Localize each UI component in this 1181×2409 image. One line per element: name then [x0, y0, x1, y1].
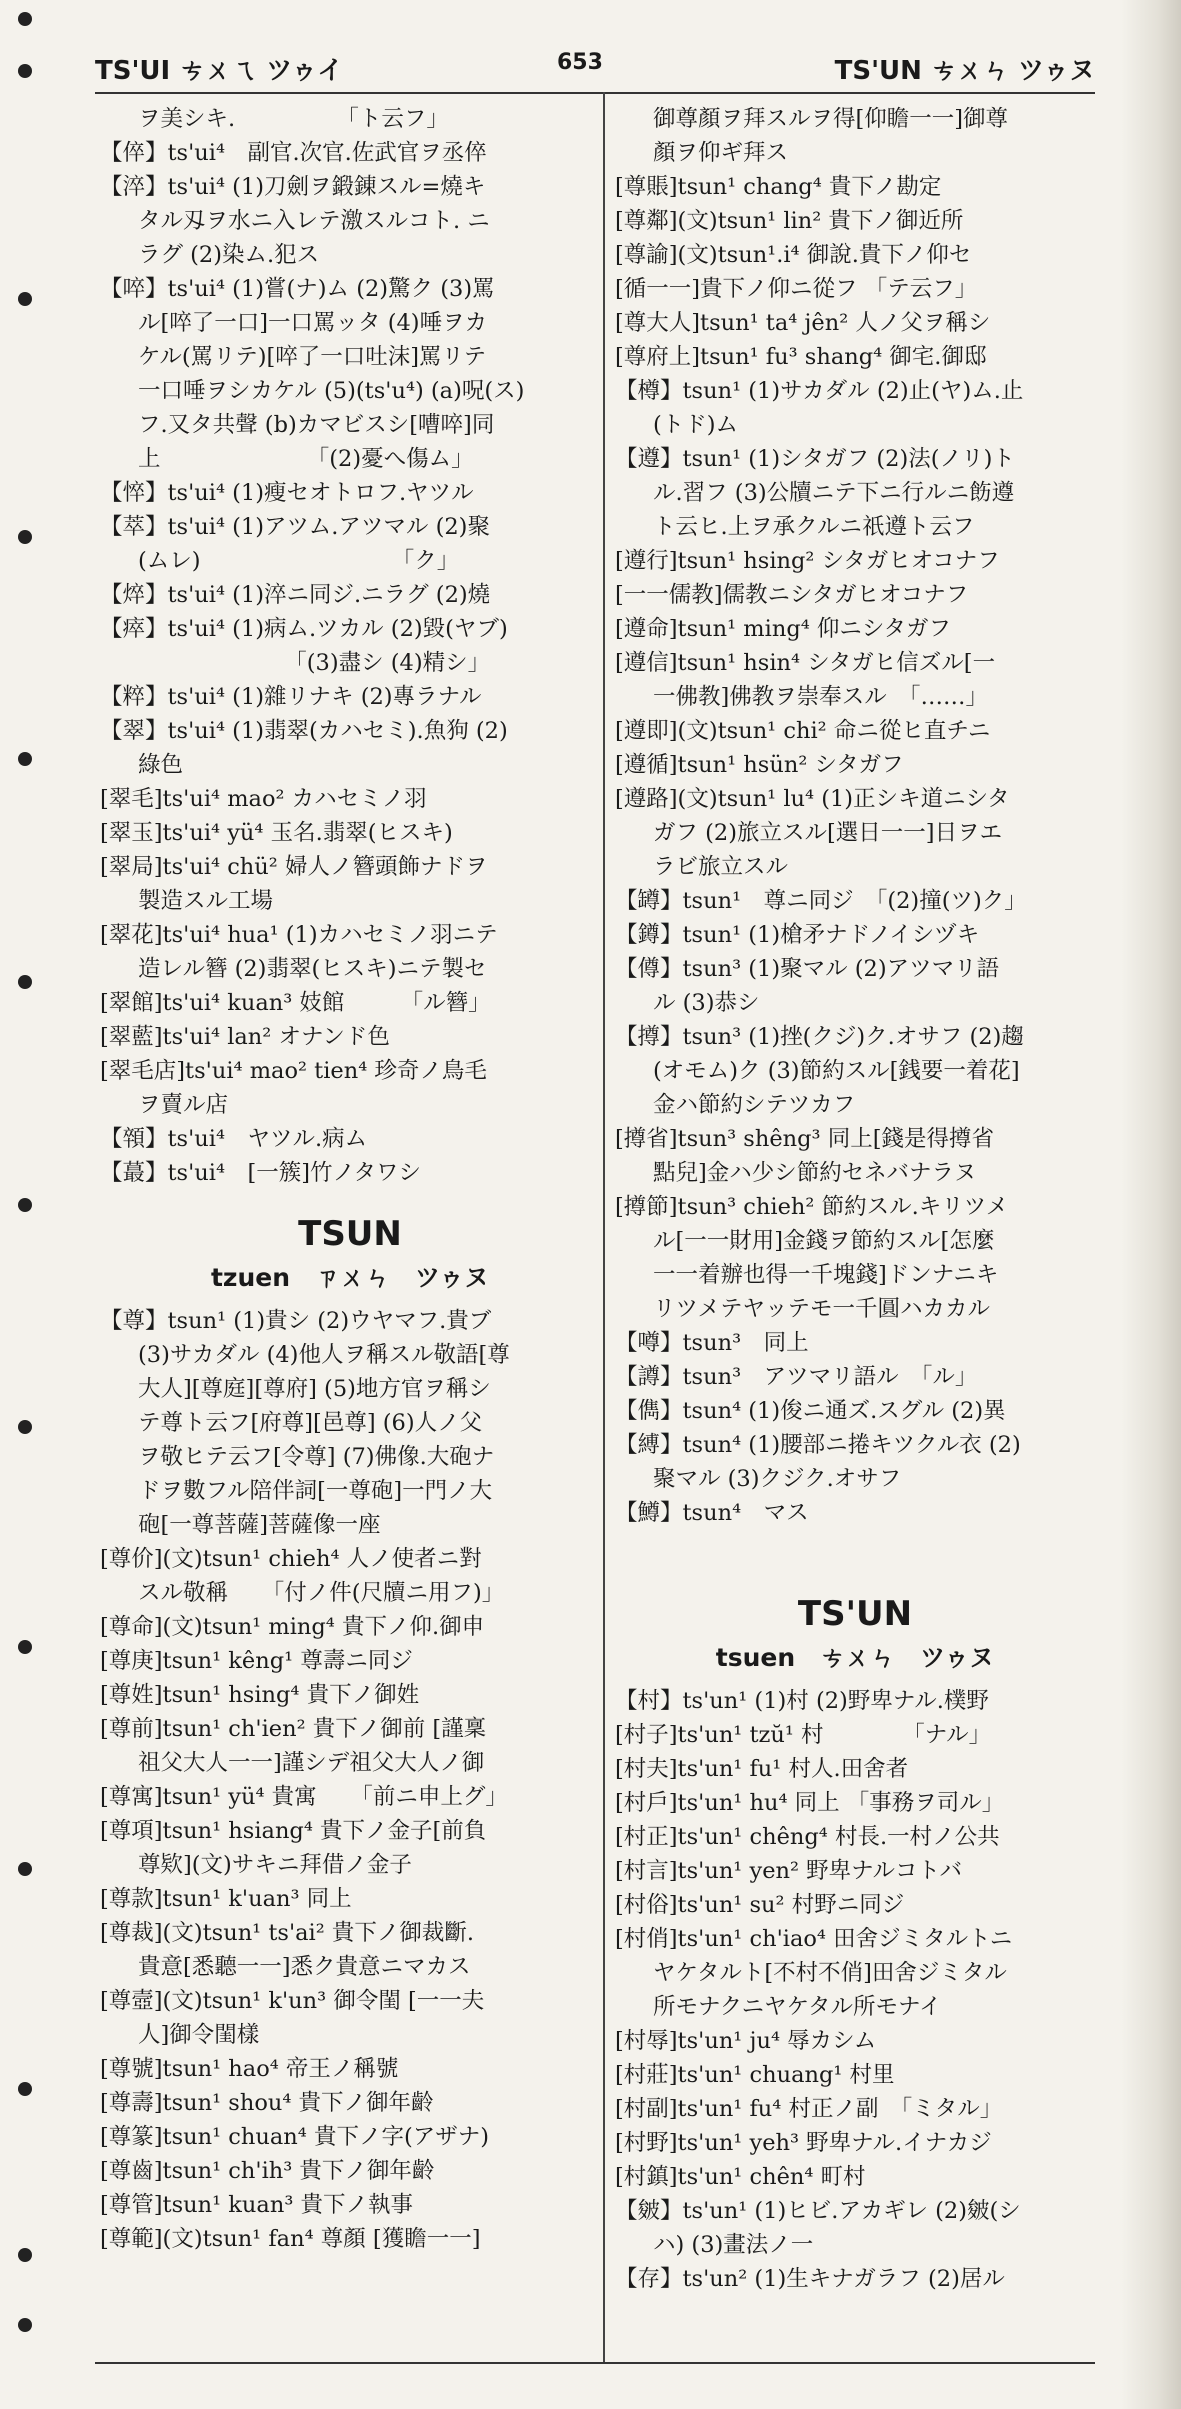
- entry-continuation: ケル(罵リテ)[啐了一口吐沫]罵リテ: [138, 344, 487, 370]
- dictionary-entry: [村戶]ts'un¹ hu⁴ 同上 「事務ヲ司ル」: [615, 1790, 1005, 1816]
- binding-hole: [18, 64, 32, 78]
- entry-continuation: 聚マル (3)クジク.オサフ: [653, 1466, 902, 1492]
- dictionary-entry: [村言]ts'un¹ yen² 野卑ナルコトバ: [615, 1858, 963, 1884]
- entry-continuation: 金ハ節約シテツカフ: [653, 1092, 856, 1118]
- dictionary-entry: 【譐】tsun³ アツマリ語ル 「ル」: [615, 1364, 978, 1390]
- tsun-entries: [100, 1304, 600, 2256]
- dictionary-entry: 【蕞】ts'ui⁴ [一簇]竹ノタワシ: [100, 1160, 421, 1186]
- dictionary-entry: 【罇】tsun¹ 尊ニ同ジ 「(2)撞(ツ)ク」: [615, 888, 1027, 914]
- page-number: 653: [557, 50, 603, 75]
- entry-continuation: 製造スル工場: [138, 888, 274, 914]
- dictionary-entry: [村辱]ts'un¹ ju⁴ 辱カシム: [615, 2028, 877, 2054]
- dictionary-entry: 【尊】tsun¹ (1)貴シ (2)ウヤマフ.貴ブ: [100, 1308, 492, 1334]
- dictionary-entry: [撙節]tsun³ chieh² 節約スル.キリツメ: [615, 1194, 1009, 1220]
- dictionary-entry: [撙省]tsun³ shêng³ 同上[錢是得撙省: [615, 1126, 994, 1152]
- dictionary-entry: 【縛】tsun⁴ (1)腰部ニ捲キツクル衣 (2): [615, 1432, 1021, 1458]
- binding-hole: [18, 1198, 32, 1212]
- entry-continuation: 造レル簪 (2)翡翠(ヒスキ)ニテ製セ: [138, 956, 487, 982]
- dictionary-entry: [村莊]ts'un¹ chuang¹ 村里: [615, 2062, 895, 2088]
- dictionary-entry: [尊齒]tsun¹ ch'ih³ 貴下ノ御年齡: [100, 2158, 435, 2184]
- dictionary-entry: 【悴】ts'ui⁴ (1)瘦セオトロフ.ヤツル: [100, 480, 474, 506]
- dictionary-entry: [尊號]tsun¹ hao⁴ 帝王ノ稱號: [100, 2056, 399, 2082]
- dictionary-entry: [尊命](文)tsun¹ ming⁴ 貴下ノ仰.御申: [100, 1614, 485, 1640]
- dictionary-entry: 【皴】ts'un¹ (1)ヒビ.アカギレ (2)皴(シ: [615, 2198, 1021, 2224]
- binding-hole: [18, 1640, 32, 1654]
- dictionary-entry: 【翠】ts'ui⁴ (1)翡翠(カハセミ).魚狗 (2): [100, 718, 508, 744]
- entry-continuation: テ尊ト云フ[府尊][邑尊] (6)人ノ父: [138, 1410, 483, 1436]
- entry-continuation: 人]御令閨樣: [138, 2022, 260, 2048]
- dictionary-entry: 【淬】ts'ui⁴ (1)刀劍ヲ鍛錬スル=燒キ: [100, 174, 486, 200]
- dictionary-entry: 【啐】ts'ui⁴ (1)嘗(ナ)ム (2)驚ク (3)罵: [100, 276, 495, 302]
- dictionary-entry: 【倅】ts'ui⁴ 副官.次官.佐武官ヲ丞倅: [100, 140, 487, 166]
- binding-hole: [18, 2248, 32, 2262]
- dictionary-entry: 【瘁】ts'ui⁴ (1)病ム.ツカル (2)毀(ヤブ): [100, 616, 508, 642]
- dictionary-entry: [遵命]tsun¹ ming⁴ 仰ニシタガフ: [615, 616, 951, 642]
- tsui-entries: [100, 102, 600, 1190]
- dictionary-entry: [尊篆]tsun¹ chuan⁴ 貴下ノ字(アザナ): [100, 2124, 490, 2150]
- dictionary-entry: [尊賬]tsun¹ chang⁴ 貴下ノ勘定: [615, 174, 942, 200]
- header-left-guide: TS'UI ㄘㄨㄟ ツゥイ: [95, 56, 344, 86]
- dictionary-entry: [遵路](文)tsun¹ lu⁴ (1)正シキ道ニシタ: [615, 786, 1010, 812]
- dictionary-entry: [尊寓]tsun¹ yü⁴ 貴寓 「前ニ申上グ」: [100, 1784, 508, 1810]
- binding-hole: [18, 292, 32, 306]
- entry-continuation: 大人][尊庭][尊府] (5)地方官ヲ稱シ: [138, 1376, 491, 1402]
- section-subheading-tsun-aspirated: tsuen ㄘㄨㄣ ツゥヌ: [715, 1643, 995, 1672]
- dictionary-entry: [遵循]tsun¹ hsün² シタガフ: [615, 752, 904, 778]
- dictionary-entry: [遵行]tsun¹ hsing² シタガヒオコナフ: [615, 548, 1000, 574]
- entry-continuation: 御尊顏ヲ拜スルヲ得[仰瞻一一]御尊: [653, 106, 1009, 132]
- dictionary-entry: 【鐏】tsun¹ (1)槍矛ナドノイシヅキ: [615, 922, 980, 948]
- dictionary-entry: [翠毛]ts'ui⁴ mao² カハセミノ羽: [100, 786, 427, 812]
- dictionary-entry: [村正]ts'un¹ chêng⁴ 村長.一村ノ公共: [615, 1824, 1000, 1850]
- dictionary-entry: [尊裁](文)tsun¹ ts'ai² 貴下ノ御裁斷.: [100, 1920, 475, 1946]
- page-edge-shadow: [1121, 0, 1181, 2409]
- dictionary-entry: 【遵】tsun¹ (1)シタガフ (2)法(ノリ)ト: [615, 446, 1015, 472]
- running-header: [95, 50, 1095, 90]
- binding-hole: [18, 530, 32, 544]
- entry-continuation: ドヲ數フル陪伴詞[一尊砲]一門ノ大: [138, 1478, 493, 1504]
- entry-continuation: 上 「(2)憂へ傷ム」: [138, 446, 474, 472]
- binding-hole: [18, 1420, 32, 1434]
- dictionary-entry: 【儁】tsun⁴ (1)俊ニ通ズ.スグル (2)異: [615, 1398, 1006, 1424]
- binding-hole: [18, 752, 32, 766]
- dictionary-entry: [循一一]貴下ノ仰ニ從フ 「テ云フ」: [615, 276, 978, 302]
- entry-continuation: ハ) (3)畫法ノ一: [653, 2232, 814, 2258]
- section-heading-tsun: TSUN: [298, 1214, 402, 1254]
- dictionary-entry: [村副]ts'un¹ fu⁴ 村正ノ副 「ミタル」: [615, 2096, 1003, 2122]
- entry-continuation: ラグ (2)染ム.犯ス: [138, 242, 320, 268]
- binding-hole: [18, 2082, 32, 2096]
- column-divider: [603, 92, 605, 2362]
- footer-rule: [95, 2362, 1095, 2364]
- entry-continuation: 一佛教]佛教ヲ崇奉スル 「……」: [653, 684, 989, 710]
- entry-continuation: リツメテヤッテモ一千圓ハカカル: [653, 1296, 991, 1322]
- dictionary-entry: [遵信]tsun¹ hsin⁴ シタガヒ信ズル[一: [615, 650, 996, 676]
- header-right-guide: TS'UN ㄘㄨㄣ ツゥヌ: [834, 56, 1095, 86]
- entry-continuation: (オモム)ク (3)節約スル[銭要一着花]: [653, 1058, 1020, 1084]
- entry-continuation: ル[啐了一口]一口罵ッタ (4)唾ヲカ: [138, 310, 488, 336]
- binding-hole: [18, 2318, 32, 2332]
- dictionary-entry: [尊府上]tsun¹ fu³ shang⁴ 御宅.御邸: [615, 344, 987, 370]
- entry-continuation: ラビ旅立スル: [653, 854, 789, 880]
- entry-continuation: ヲ美シキ. 「ト云フ」: [138, 106, 449, 132]
- dictionary-entry: [翠花]ts'ui⁴ hua¹ (1)カハセミノ羽ニテ: [100, 922, 498, 948]
- dictionary-entry: 【存】ts'un² (1)生キナガラフ (2)居ル: [615, 2266, 1005, 2292]
- tsun-continued-entries: [615, 102, 1095, 1530]
- dictionary-entry: 【撙】tsun³ (1)挫(クジ)ク.オサフ (2)趨: [615, 1024, 1024, 1050]
- header-rule: [95, 92, 1095, 94]
- dictionary-entry: [村鎮]ts'un¹ chên⁴ 町村: [615, 2164, 866, 2190]
- dictionary-entry: 【顇】ts'ui⁴ ヤツル.病ム: [100, 1126, 368, 1152]
- dictionary-entry: [尊諭](文)tsun¹.i⁴ 御說.貴下ノ仰セ: [615, 242, 972, 268]
- entry-continuation: ト云ヒ.上ヲ承クルニ祇遵ト云フ: [653, 514, 975, 540]
- entry-continuation: (ムレ) 「ク」: [138, 548, 460, 574]
- entry-continuation: ル.習フ (3)公牘ニテ下ニ行ルニ飭遵: [653, 480, 1015, 506]
- dictionary-entry: [尊範](文)tsun¹ fan⁴ 尊顏 [獲瞻一一]: [100, 2226, 481, 2252]
- dictionary-entry: 【萃】ts'ui⁴ (1)アツム.アツマル (2)聚: [100, 514, 490, 540]
- dictionary-entry: [尊壼](文)tsun¹ k'un³ 御令閨 [一一夫: [100, 1988, 485, 2014]
- entry-continuation: スル敬稱 「付ノ件(尺牘ニ用フ)」: [138, 1580, 505, 1606]
- dictionary-entry: [遵即](文)tsun¹ chi² 命ニ從ヒ直チニ: [615, 718, 991, 744]
- entry-continuation: ル[一一財用]金錢ヲ節約スル[怎麼: [653, 1228, 995, 1254]
- entry-continuation: ヲ敬ヒテ云フ[令尊] (7)佛像.大砲ナ: [138, 1444, 495, 1470]
- dictionary-entry: [尊价](文)tsun¹ chieh⁴ 人ノ使者ニ對: [100, 1546, 482, 1572]
- dictionary-entry: [尊管]tsun¹ kuan³ 貴下ノ執事: [100, 2192, 414, 2218]
- dictionary-entry: [尊項]tsun¹ hsiang⁴ 貴下ノ金子[前負: [100, 1818, 487, 1844]
- binding-hole: [18, 1862, 32, 1876]
- dictionary-entry: 【樽】tsun¹ (1)サカダル (2)止(ヤ)ム.止: [615, 378, 1024, 404]
- dictionary-entry: [一一儒教]儒教ニシタガヒオコナフ: [615, 582, 969, 608]
- dictionary-entry: [翠館]ts'ui⁴ kuan³ 妓館 「ル簪」: [100, 990, 491, 1016]
- entry-continuation: 所モナクニヤケタル所モナイ: [653, 1994, 942, 2020]
- dictionary-entry: [翠局]ts'ui⁴ chü² 婦人ノ簪頭飾ナドヲ: [100, 854, 488, 880]
- entry-continuation: 點兒]金ハ少シ節約セネバナラヌ: [653, 1160, 977, 1186]
- entry-continuation: 「(3)盡シ (4)精シ」: [138, 650, 491, 676]
- dictionary-entry: [翠玉]ts'ui⁴ yü⁴ 玉名.翡翠(ヒスキ): [100, 820, 453, 846]
- entry-continuation: 尊欵](文)サキニ拜借ノ金子: [138, 1852, 412, 1878]
- dictionary-entry: 【僔】tsun³ (1)聚マル (2)アツマリ語: [615, 956, 1000, 982]
- dictionary-entry: [村俗]ts'un¹ su² 村野ニ同ジ: [615, 1892, 905, 1918]
- entry-continuation: 砲[一尊菩薩]菩薩像一座: [138, 1512, 381, 1538]
- section-subheading-tsun: tzuen ㄗㄨㄣ ツゥヌ: [210, 1263, 490, 1292]
- dictionary-entry: [尊壽]tsun¹ shou⁴ 貴下ノ御年齡: [100, 2090, 434, 2116]
- dictionary-entry: 【鱒】tsun⁴ マス: [615, 1500, 809, 1526]
- entry-continuation: タル刄ヲ水ニ入レテ激スルコト. ニ: [138, 208, 490, 234]
- dictionary-entry: [尊大人]tsun¹ ta⁴ jên² 人ノ父ヲ稱シ: [615, 310, 991, 336]
- dictionary-entry: [尊姓]tsun¹ hsing⁴ 貴下ノ御姓: [100, 1682, 420, 1708]
- dictionary-entry: [尊前]tsun¹ ch'ien² 貴下ノ御前 [謹稟: [100, 1716, 487, 1742]
- dictionary-entry: [尊庚]tsun¹ kêng¹ 尊壽ニ同ジ: [100, 1648, 413, 1674]
- entry-continuation: (3)サカダル (4)他人ヲ稱スル敬語[尊: [138, 1342, 510, 1368]
- dictionary-entry: [村野]ts'un¹ yeh³ 野卑ナル.イナカジ: [615, 2130, 992, 2156]
- dictionary-entry: [尊款]tsun¹ k'uan³ 同上: [100, 1886, 352, 1912]
- entry-continuation: 祖父大人一一]謹シデ祖父大人ノ御: [138, 1750, 485, 1776]
- entry-continuation: 一口唾ヲシカケル (5)(ts'u⁴) (a)呪(ス): [138, 378, 525, 404]
- entry-continuation: ル (3)恭シ: [653, 990, 760, 1016]
- tsun-aspirated-entries: [615, 1684, 1095, 2296]
- entry-continuation: フ.又タ共聲 (b)カマビスシ[嘈啐]同: [138, 412, 495, 438]
- section-heading-tsun-aspirated: TS'UN: [797, 1594, 913, 1634]
- entry-continuation: ヤケタルト[不村不俏]田舍ジミタル: [653, 1960, 1007, 1986]
- entry-continuation: 貴意[悉聽一一]悉ク貴意ニマカス: [138, 1954, 471, 1980]
- binding-hole: [18, 12, 32, 26]
- dictionary-entry: [村俏]ts'un¹ ch'iao⁴ 田舍ジミタルトニ: [615, 1926, 1013, 1952]
- entry-continuation: (トド)ム: [653, 412, 739, 438]
- entry-continuation: 一一着辦也得一千塊錢]ドンナニキ: [653, 1262, 999, 1288]
- dictionary-entry: [村子]ts'un¹ tzŭ¹ 村 「ナル」: [615, 1722, 992, 1748]
- binding-hole: [18, 975, 32, 989]
- left-column: [100, 102, 600, 2256]
- entry-continuation: 顏ヲ仰ギ拜ス: [653, 140, 789, 166]
- entry-continuation: ガフ (2)旅立スル[選日一一]日ヲエ: [653, 820, 1003, 846]
- dictionary-entry: [翠毛店]ts'ui⁴ mao² tien⁴ 珍奇ノ鳥毛: [100, 1058, 487, 1084]
- right-column: [615, 102, 1095, 2296]
- dictionary-entry: 【噂】tsun³ 同上: [615, 1330, 809, 1356]
- dictionary-entry: [翠藍]ts'ui⁴ lan² オナンド色: [100, 1024, 390, 1050]
- dictionary-entry: 【焠】ts'ui⁴ (1)淬ニ同ジ.ニラグ (2)燒: [100, 582, 491, 608]
- dictionary-entry: [村夫]ts'un¹ fu¹ 村人.田舍者: [615, 1756, 909, 1782]
- dictionary-entry: [尊鄰](文)tsun¹ lin² 貴下ノ御近所: [615, 208, 964, 234]
- dictionary-entry: 【村】ts'un¹ (1)村 (2)野卑ナル.樸野: [615, 1688, 989, 1714]
- entry-continuation: ヲ賣ル店: [138, 1092, 229, 1118]
- entry-continuation: 綠色: [138, 752, 184, 778]
- dictionary-entry: 【粹】ts'ui⁴ (1)雜リナキ (2)專ラナル: [100, 684, 482, 710]
